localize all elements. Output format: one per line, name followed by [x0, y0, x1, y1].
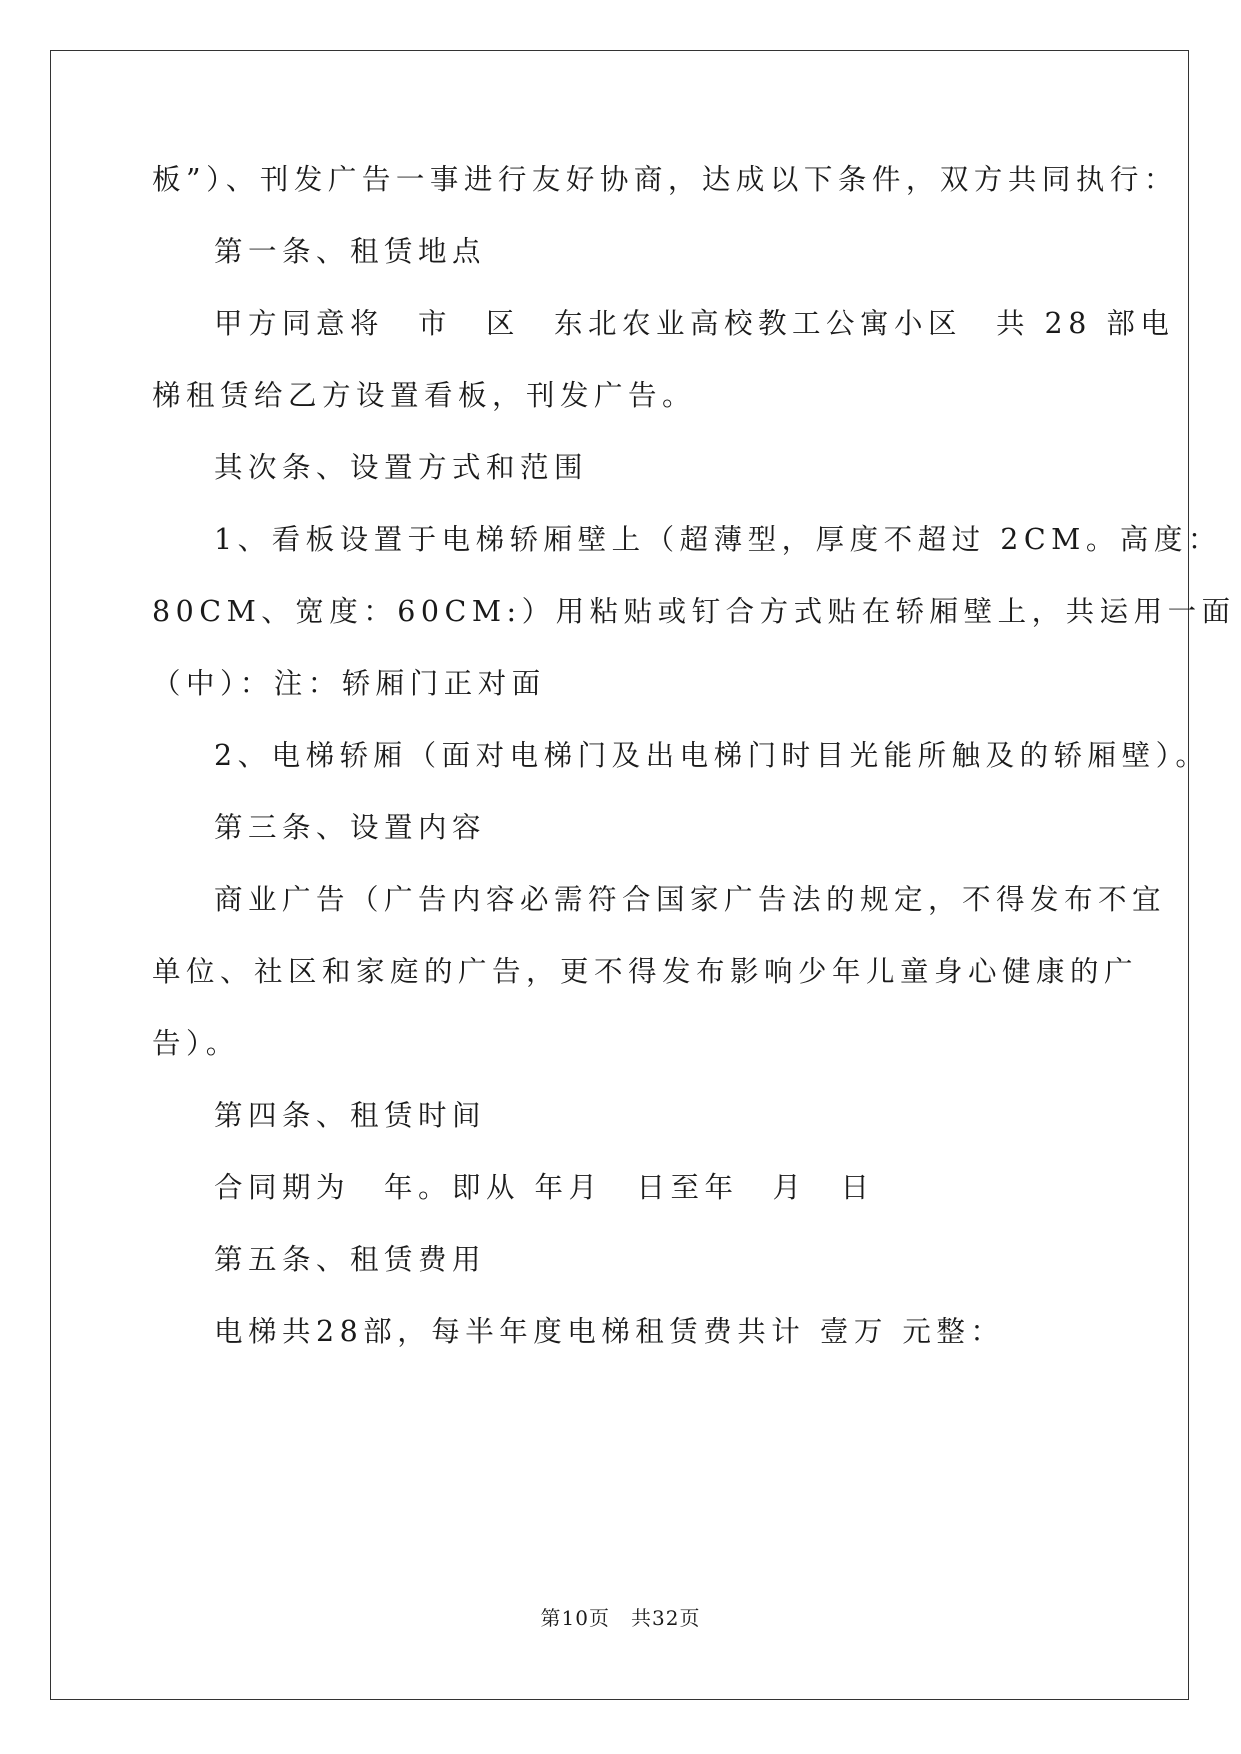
text-line: 80CM、宽度：60CM:）用粘贴或钉合方式贴在轿厢壁上，共运用一面 — [152, 595, 1236, 628]
text-line: 1、看板设置于电梯轿厢壁上（超薄型，厚度不超过 2CM。高度： — [214, 523, 1222, 556]
text-line: 单位、社区和家庭的广告，更不得发布影响少年儿童身心健康的广 — [152, 955, 1139, 988]
section-heading-3: 第三条、设置内容 — [214, 811, 487, 844]
page-number: 第10页 共32页 — [540, 1606, 701, 1630]
text-line: 合同期为 年。即从 年月 日至年 月 日 — [214, 1171, 875, 1204]
section-heading-2: 其次条、设置方式和范围 — [214, 451, 589, 484]
text-line: 电梯共28部，每半年度电梯租赁费共计 壹万 元整： — [214, 1315, 1005, 1348]
section-heading-4: 第四条、租赁时间 — [214, 1099, 487, 1132]
text-line: 告）。 — [152, 1027, 240, 1060]
section-heading-1: 第一条、租赁地点 — [214, 235, 487, 268]
text-line: 板”）、刊发广告一事进行友好协商，达成以下条件，双方共同执行： — [152, 163, 1178, 196]
text-line: 梯租赁给乙方设置看板，刊发广告。 — [152, 379, 697, 412]
section-heading-5: 第五条、租赁费用 — [214, 1243, 487, 1276]
page-border — [50, 50, 1189, 1700]
text-line: 甲方同意将 市 区 东北农业高校教工公寓小区 共 28 部电 — [214, 307, 1175, 340]
text-line: 商业广告（广告内容必需符合国家广告法的规定，不得发布不宜 — [214, 883, 1167, 916]
text-line: 2、电梯轿厢（面对电梯门及出电梯门时目光能所触及的轿厢壁）。 — [214, 739, 1210, 772]
text-line: （中）：注：轿厢门正对面 — [152, 667, 546, 700]
